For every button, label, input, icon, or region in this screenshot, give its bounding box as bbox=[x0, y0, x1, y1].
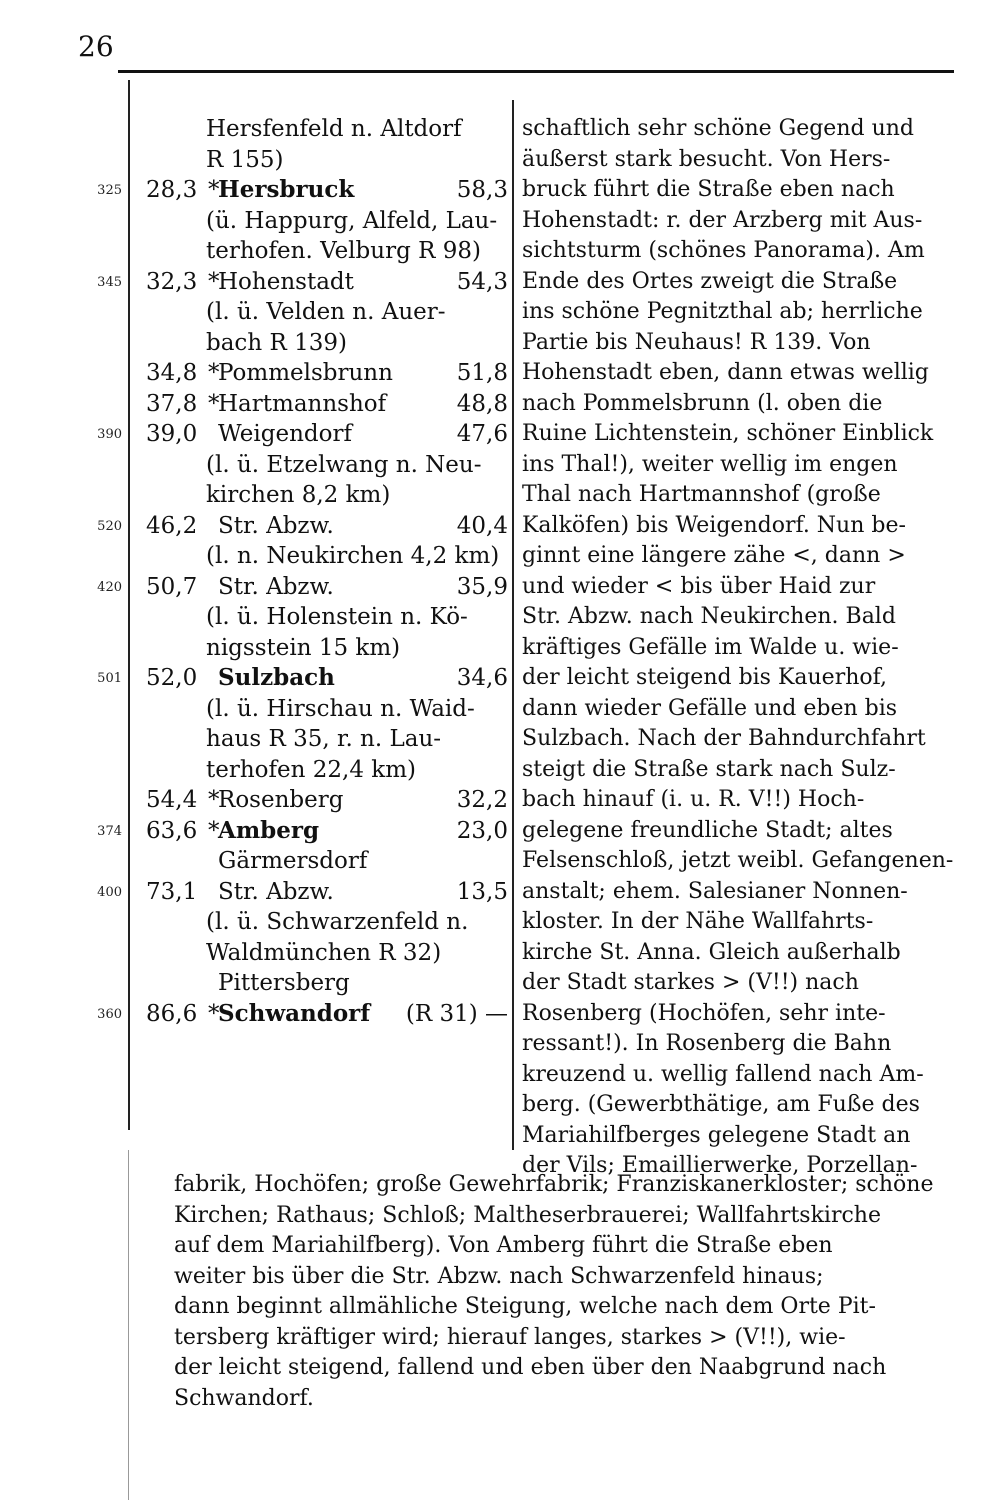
station-note: (l. ü. Velden n. Auer- bbox=[206, 299, 446, 325]
description-line: schaftlich sehr schöne Gegend und bbox=[522, 116, 914, 141]
station-row bbox=[146, 389, 508, 419]
station-remaining-km: 32,2 bbox=[456, 787, 508, 813]
description-line: Rosenberg (Hochöfen, sehr inte- bbox=[522, 1000, 886, 1026]
station-km: 86,6 bbox=[146, 1000, 198, 1027]
description-line: Kirchen; Rathaus; Schloß; Maltheserbrauerei; Wallfahrtskirche bbox=[174, 1202, 881, 1228]
description-line: der leicht steigend, fallend und eben über den Naabgrund nach bbox=[174, 1355, 887, 1380]
altitude-label: 345 bbox=[97, 274, 122, 290]
description-line: der Stadt starkes > (V!!) nach bbox=[522, 970, 859, 995]
station-remaining-km: 51,8 bbox=[456, 360, 508, 386]
station-note: haus R 35, r. n. Lau- bbox=[206, 726, 442, 752]
station-mark: * bbox=[208, 177, 220, 203]
station-note: (l. n. Neukirchen 4,2 km) bbox=[206, 543, 500, 569]
altitude-label: 420 bbox=[97, 579, 122, 595]
station-name: Str. Abzw. bbox=[218, 878, 334, 905]
station-row bbox=[146, 816, 508, 846]
altitude-label: 390 bbox=[97, 427, 122, 442]
station-row bbox=[146, 999, 508, 1029]
station-note: R 155) bbox=[206, 146, 284, 173]
left-margin-rule bbox=[128, 80, 130, 1130]
station-mark: * bbox=[208, 817, 220, 844]
description-line: steigt die Straße stark nach Sulz- bbox=[522, 756, 896, 782]
station-name: Pittersberg bbox=[218, 970, 350, 996]
altitude-label: 400 bbox=[97, 884, 122, 900]
station-remaining-km: 48,8 bbox=[456, 390, 508, 417]
station-remaining-km: 35,9 bbox=[456, 573, 508, 600]
station-row bbox=[146, 267, 508, 297]
station-name: Hohenstadt bbox=[218, 268, 354, 295]
altitude-label: 325 bbox=[97, 183, 122, 198]
station-note: (l. ü. Hirschau n. Waid- bbox=[206, 695, 475, 722]
description-line: dann beginnt allmähliche Steigung, welche nach dem Orte Pit- bbox=[174, 1294, 876, 1319]
description-line: ins schöne Pegnitzthal ab; herrliche bbox=[522, 299, 923, 324]
description-line: und wieder < bis über Haid zur bbox=[522, 573, 876, 599]
description-line: anstalt; ehem. Salesianer Nonnen- bbox=[522, 878, 908, 904]
altitude-label: 360 bbox=[97, 1006, 122, 1022]
description-line: Partie bis Neuhaus! R 139. Von bbox=[522, 329, 871, 355]
description-line: nach Pommelsbrunn (l. oben die bbox=[522, 390, 883, 416]
station-mark: * bbox=[208, 390, 220, 417]
station-note: terhofen 22,4 km) bbox=[206, 756, 416, 783]
station-note: Hersfenfeld n. Altdorf bbox=[206, 116, 462, 142]
description-line: weiter bis über die Str. Abzw. nach Schwarzenfeld hinaus; bbox=[174, 1263, 824, 1289]
station-note: bach R 139) bbox=[206, 329, 347, 356]
station-km: 50,7 bbox=[146, 573, 198, 600]
station-name: Gärmersdorf bbox=[218, 848, 368, 874]
description-line: berg. (Gewerbthätige, am Fuße des bbox=[522, 1092, 920, 1117]
description-line: äußerst stark besucht. Von Hers- bbox=[522, 146, 891, 172]
station-km: 63,6 bbox=[146, 817, 198, 844]
station-km: 54,4 bbox=[146, 787, 198, 813]
station-remaining-km: 23,0 bbox=[456, 817, 508, 844]
column-divider bbox=[512, 100, 514, 1150]
station-row bbox=[146, 846, 508, 876]
station-note: (l. ü. Schwarzenfeld n. bbox=[206, 909, 469, 935]
station-note: kirchen 8,2 km) bbox=[206, 482, 391, 508]
station-mark: * bbox=[208, 360, 220, 386]
description-line: kirche St. Anna. Gleich außerhalb bbox=[522, 939, 901, 965]
description-line: Hohenstadt eben, dann etwas wellig bbox=[522, 360, 929, 385]
station-km: 34,8 bbox=[146, 360, 198, 386]
station-note: terhofen. Velburg R 98) bbox=[206, 238, 481, 264]
station-row bbox=[146, 663, 508, 693]
description-line: Ruine Lichtenstein, schöner Einblick bbox=[522, 421, 934, 446]
left-margin-rule-lower bbox=[128, 1150, 129, 1500]
station-remaining-km: (R 31) — bbox=[405, 1000, 508, 1027]
description-line: Sulzbach. Nach der Bahndurchfahrt bbox=[522, 726, 926, 751]
description-line: der Vils; Emaillierwerke, Porzellan- bbox=[522, 1153, 918, 1178]
description-line: tersberg kräftiger wird; hierauf langes, starkes > (V!!), wie- bbox=[174, 1324, 846, 1350]
page-number: 26 bbox=[78, 30, 114, 63]
station-km: 32,3 bbox=[146, 268, 198, 295]
station-remaining-km: 13,5 bbox=[456, 878, 508, 905]
station-name: Sulzbach bbox=[218, 664, 335, 691]
description-line: kloster. In der Nähe Wallfahrts- bbox=[522, 909, 874, 934]
description-line: dann wieder Gefälle und eben bis bbox=[522, 695, 898, 721]
station-name: Hersbruck bbox=[218, 176, 355, 203]
station-note: nigsstein 15 km) bbox=[206, 634, 401, 661]
station-remaining-km: 58,3 bbox=[456, 177, 508, 203]
station-km: 37,8 bbox=[146, 390, 198, 417]
description-line: bach hinauf (i. u. R. V!!) Hoch- bbox=[522, 787, 865, 812]
description-line: Kalköfen) bis Weigendorf. Nun be- bbox=[522, 512, 906, 538]
description-line: Ende des Ortes zweigt die Straße bbox=[522, 268, 898, 294]
station-km: 73,1 bbox=[146, 878, 198, 905]
station-row bbox=[146, 175, 508, 205]
description-line: der leicht steigend bis Kauerhof, bbox=[522, 665, 887, 690]
station-note: (l. ü. Etzelwang n. Neu- bbox=[206, 451, 482, 478]
description-line: bruck führt die Straße eben nach bbox=[522, 177, 895, 202]
altitude-label: 374 bbox=[97, 823, 122, 839]
station-name: Str. Abzw. bbox=[218, 573, 334, 600]
description-line: Schwandorf. bbox=[174, 1385, 314, 1411]
station-name: Pommelsbrunn bbox=[218, 360, 393, 386]
station-row bbox=[146, 877, 508, 907]
station-name: Schwandorf bbox=[218, 999, 371, 1027]
station-note: Waldmünchen R 32) bbox=[206, 939, 442, 966]
station-name: Hartmannshof bbox=[218, 390, 387, 417]
station-row bbox=[146, 968, 508, 998]
description-line: Thal nach Hartmannshof (große bbox=[522, 482, 881, 507]
station-name: Amberg bbox=[218, 816, 320, 844]
station-name: Str. Abzw. bbox=[218, 512, 334, 539]
station-km: 52,0 bbox=[146, 665, 198, 691]
station-mark: * bbox=[208, 268, 220, 295]
altitude-label: 501 bbox=[97, 671, 122, 686]
description-line: Hohenstadt: r. der Arzberg mit Aus- bbox=[522, 207, 923, 233]
station-remaining-km: 34,6 bbox=[456, 665, 508, 691]
station-row bbox=[146, 358, 508, 388]
station-mark: * bbox=[208, 1000, 220, 1027]
station-row bbox=[146, 419, 508, 449]
description-line: Str. Abzw. nach Neukirchen. Bald bbox=[522, 604, 896, 629]
description-line: Felsenschloß, jetzt weibl. Gefangenen- bbox=[522, 848, 954, 873]
station-row bbox=[146, 511, 508, 541]
station-remaining-km: 54,3 bbox=[456, 268, 508, 295]
station-km: 28,3 bbox=[146, 177, 198, 203]
description-line: sichtsturm (schönes Panorama). Am bbox=[522, 238, 925, 263]
description-line: kreuzend u. wellig fallend nach Am- bbox=[522, 1061, 924, 1087]
description-line: ins Thal!), weiter wellig im engen bbox=[522, 451, 898, 477]
station-row bbox=[146, 785, 508, 815]
top-rule bbox=[118, 70, 954, 73]
station-row bbox=[146, 572, 508, 602]
description-line: ginnt eine längere zähe <, dann > bbox=[522, 543, 906, 568]
description-line: kräftiges Gefälle im Walde u. wie- bbox=[522, 634, 899, 660]
description-line: auf dem Mariahilfberg). Von Amberg führt die Straße eben bbox=[174, 1233, 833, 1258]
description-line: fabrik, Hochöfen; große Gewehrfabrik; Franziskanerkloster; schöne bbox=[174, 1172, 934, 1197]
altitude-label: 520 bbox=[97, 518, 122, 534]
station-name: Weigendorf bbox=[218, 421, 352, 447]
station-km: 39,0 bbox=[146, 421, 198, 447]
station-km: 46,2 bbox=[146, 512, 198, 539]
description-line: Mariahilfberges gelegene Stadt an bbox=[522, 1122, 911, 1148]
station-remaining-km: 40,4 bbox=[456, 512, 508, 539]
station-name: Rosenberg bbox=[218, 787, 344, 813]
description-line: gelegene freundliche Stadt; altes bbox=[522, 817, 893, 843]
station-note: (ü. Happurg, Alfeld, Lau- bbox=[206, 207, 498, 234]
station-note: (l. ü. Holenstein n. Kö- bbox=[206, 604, 468, 630]
station-remaining-km: 47,6 bbox=[456, 421, 508, 447]
station-mark: * bbox=[208, 787, 220, 813]
description-line: ressant!). In Rosenberg die Bahn bbox=[522, 1031, 892, 1056]
